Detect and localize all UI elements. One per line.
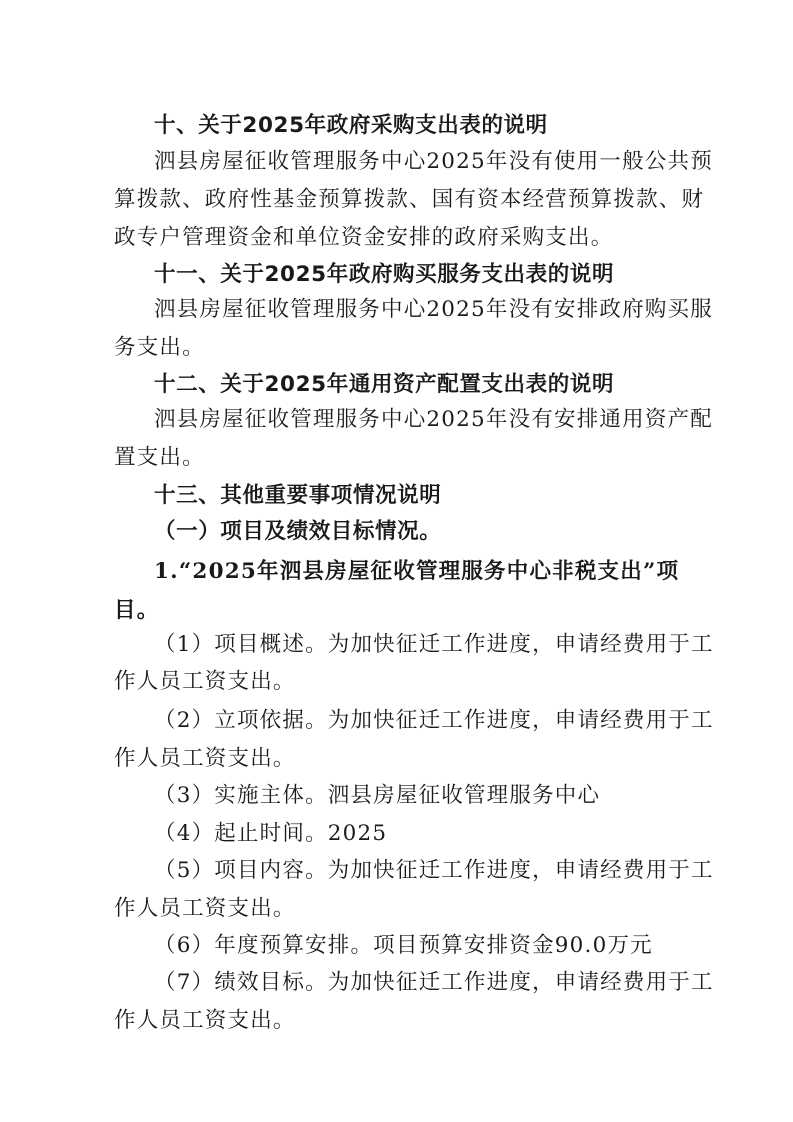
project-item-subject: （3）实施主体。泗县房屋征收管理服务中心: [154, 783, 601, 808]
section-heading-10: 十、关于2025年政府采购支出表的说明: [154, 113, 548, 138]
project-item-budget: （6）年度预算安排。项目预算安排资金90.0万元: [154, 933, 653, 958]
paragraph-line: 算拨款、政府性基金预算拨款、国有资本经营预算拨款、财: [114, 187, 705, 212]
section-heading-11: 十一、关于2025年政府购买服务支出表的说明: [154, 262, 615, 287]
section-heading-13: 十三、其他重要事项情况说明: [154, 483, 442, 508]
paragraph-line: 置支出。: [114, 445, 205, 470]
section-heading-12: 十二、关于2025年通用资产配置支出表的说明: [154, 372, 615, 397]
paragraph-line: 泗县房屋征收管理服务中心2025年没有使用一般公共预: [154, 149, 713, 174]
project-item-basis: （2）立项依据。为加快征迁工作进度，申请经费用于工: [154, 708, 714, 733]
project-title-line: 1.“2025年泗县房屋征收管理服务中心非税支出”项: [154, 559, 680, 584]
subsection-heading: （一）项目及绩效目标情况。: [154, 519, 442, 544]
paragraph-line: 泗县房屋征收管理服务中心2025年没有安排政府购买服: [154, 297, 713, 322]
project-item-target: （7）绩效目标。为加快征迁工作进度，申请经费用于工: [154, 970, 714, 995]
paragraph-line: 政专户管理资金和单位资金安排的政府采购支出。: [114, 225, 614, 250]
project-item-period: （4）起止时间。2025: [154, 821, 388, 846]
project-item-overview: （1）项目概述。为加快征迁工作进度，申请经费用于工: [154, 632, 714, 657]
paragraph-line: 作人员工资支出。: [114, 1008, 296, 1033]
paragraph-line: 作人员工资支出。: [114, 669, 296, 694]
project-title-line: 目。: [114, 598, 160, 623]
paragraph-line: 务支出。: [114, 335, 205, 360]
project-item-content: （5）项目内容。为加快征迁工作进度，申请经费用于工: [154, 858, 714, 883]
paragraph-line: 泗县房屋征收管理服务中心2025年没有安排通用资产配: [154, 407, 713, 432]
paragraph-line: 作人员工资支出。: [114, 746, 296, 771]
paragraph-line: 作人员工资支出。: [114, 896, 296, 921]
